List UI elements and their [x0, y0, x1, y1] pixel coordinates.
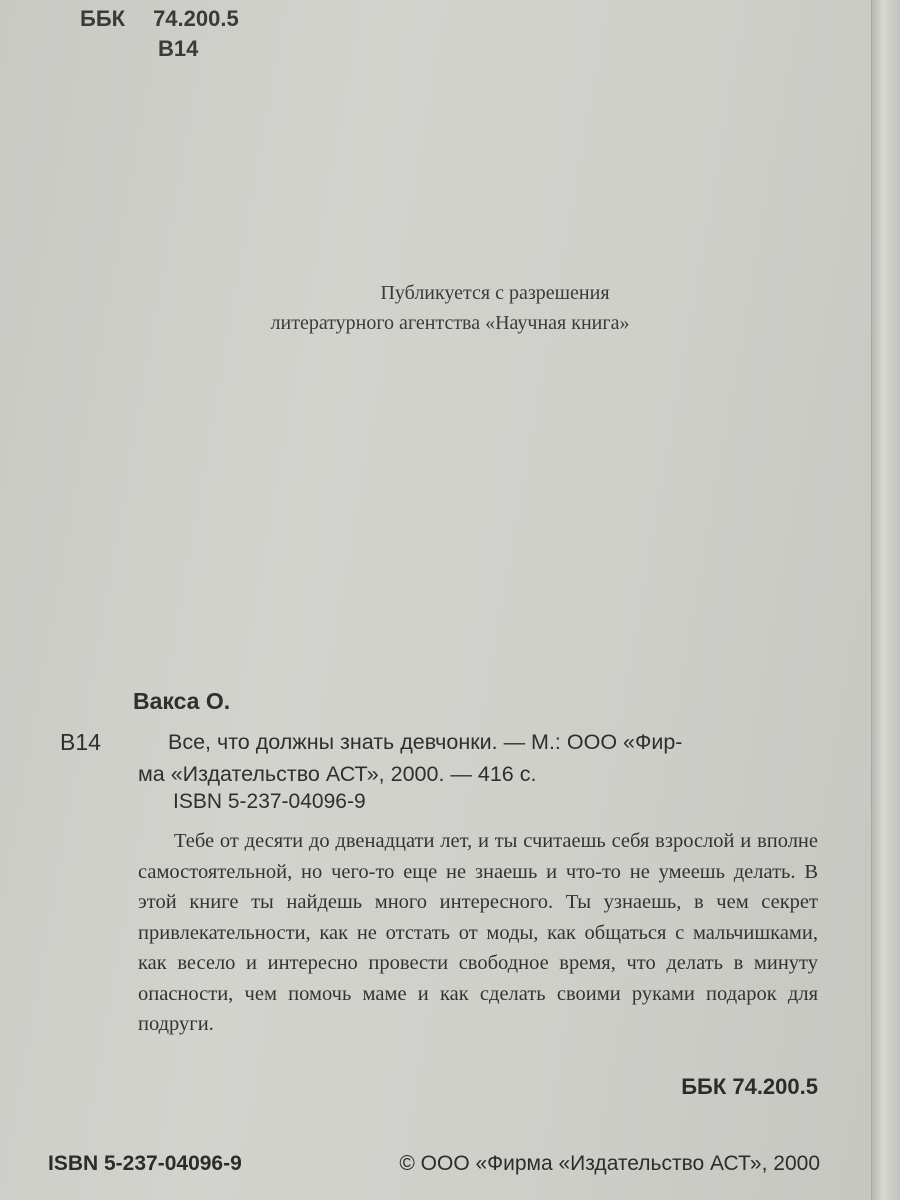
catalog-author: Вакса О. — [133, 688, 231, 714]
catalog-isbn: ISBN 5-237-04096-9 — [173, 790, 366, 813]
footer-copyright: © ООО «Фирма «Издательство АСТ», 2000 — [399, 1152, 820, 1175]
permission-line-2: литературного агентства «Научная книга» — [270, 312, 630, 334]
catalog-code: В14 — [60, 729, 101, 755]
bibliographic-description — [138, 726, 818, 790]
biblio-line-2: ма «Издательство АСТ», 2000. — 416 с. — [138, 762, 537, 786]
permission-line-1: Публикуется с разрешения — [380, 282, 610, 304]
bbk-code: 74.200.5 — [153, 6, 239, 31]
author-mark-row — [80, 34, 239, 64]
classification-row — [80, 4, 239, 34]
footer-isbn: ISBN 5-237-04096-9 — [48, 1152, 242, 1175]
catalog-bbk: ББК 74.200.5 — [681, 1074, 818, 1099]
author-mark: В14 — [158, 36, 199, 61]
classification-block — [80, 4, 239, 64]
book-annotation: Тебе от десяти до двенадцати лет, и ты считаешь себя взрослой и вполне самостоятельной, но чего-то еще не знаешь и что-то не умеешь делать. В этой книге ты найдешь много интересного. Ты узнаешь, в чем секрет привлекательности, как не отстать от моды, как общаться с мальчишками, как весело и интересно провести свободное время, что делать в минуту опасности, чем помочь маме и как сделать своими руками подарок для подруги. — [138, 830, 818, 1035]
permission-notice — [0, 278, 900, 338]
page-edge — [871, 0, 900, 1200]
biblio-line-1: Все, что должны знать девчонки. — М.: ООО «Фир- — [168, 730, 683, 754]
bbk-label: ББК — [80, 6, 126, 31]
